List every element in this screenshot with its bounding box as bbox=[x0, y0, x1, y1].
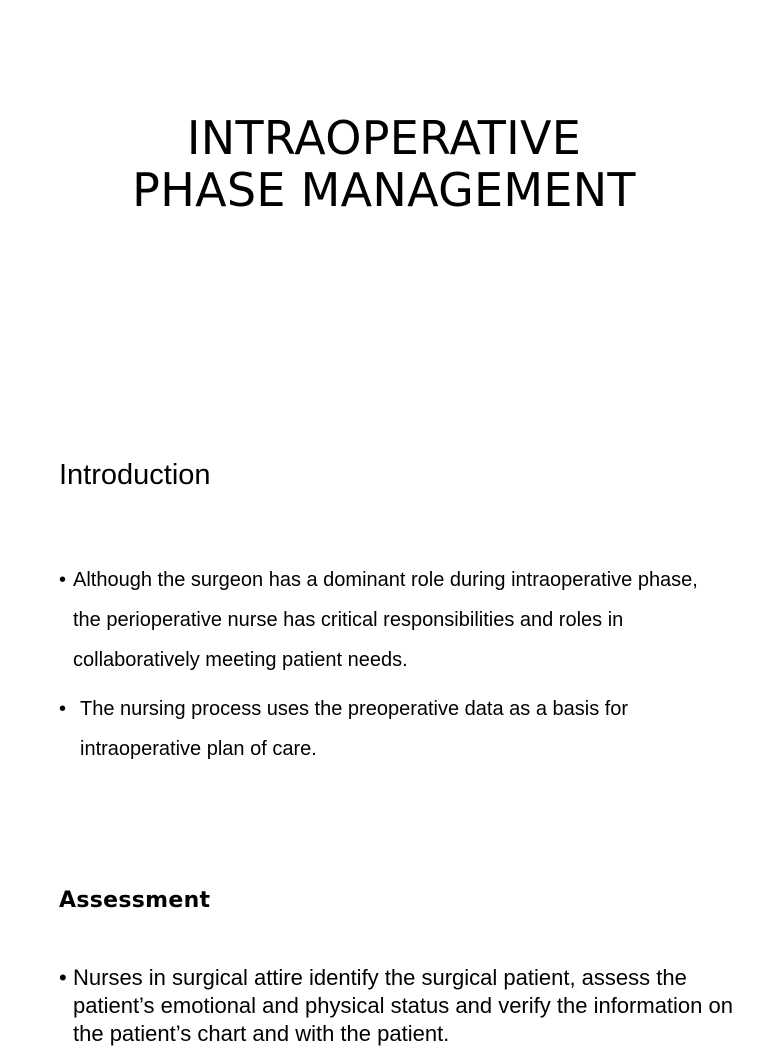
bullet-text: Nurses in surgical attire identify the surgical patient, assess the patient’s emotional and physical status and verify the information on the patient’s chart and with the patient. bbox=[73, 965, 733, 1046]
bullet-text: The nursing process uses the preoperative data as a basis for intraoperative plan of care. bbox=[80, 698, 629, 760]
introduction-bullet-list bbox=[59, 560, 719, 778]
assessment-slide bbox=[0, 870, 768, 1046]
bullet-icon: • bbox=[59, 965, 67, 990]
list-item bbox=[59, 689, 719, 769]
title-slide bbox=[0, 0, 768, 410]
assessment-bullet-list bbox=[59, 964, 739, 1057]
bullet-text: Although the surgeon has a dominant role during intraoperative phase, the perioperative nurse has critical responsibilities and roles in collaboratively meeting patient needs. bbox=[73, 569, 698, 671]
introduction-heading: Introduction bbox=[59, 459, 211, 491]
introduction-slide bbox=[0, 420, 768, 860]
page-title bbox=[0, 112, 768, 216]
list-item bbox=[59, 964, 739, 1048]
title-line-1: INTRAOPERATIVE bbox=[186, 111, 582, 165]
assessment-heading: Assessment bbox=[59, 888, 211, 913]
list-item bbox=[59, 560, 719, 680]
bullet-icon: • bbox=[59, 698, 67, 720]
bullet-icon: • bbox=[59, 569, 67, 591]
title-line-2: PHASE MANAGEMENT bbox=[132, 163, 636, 217]
